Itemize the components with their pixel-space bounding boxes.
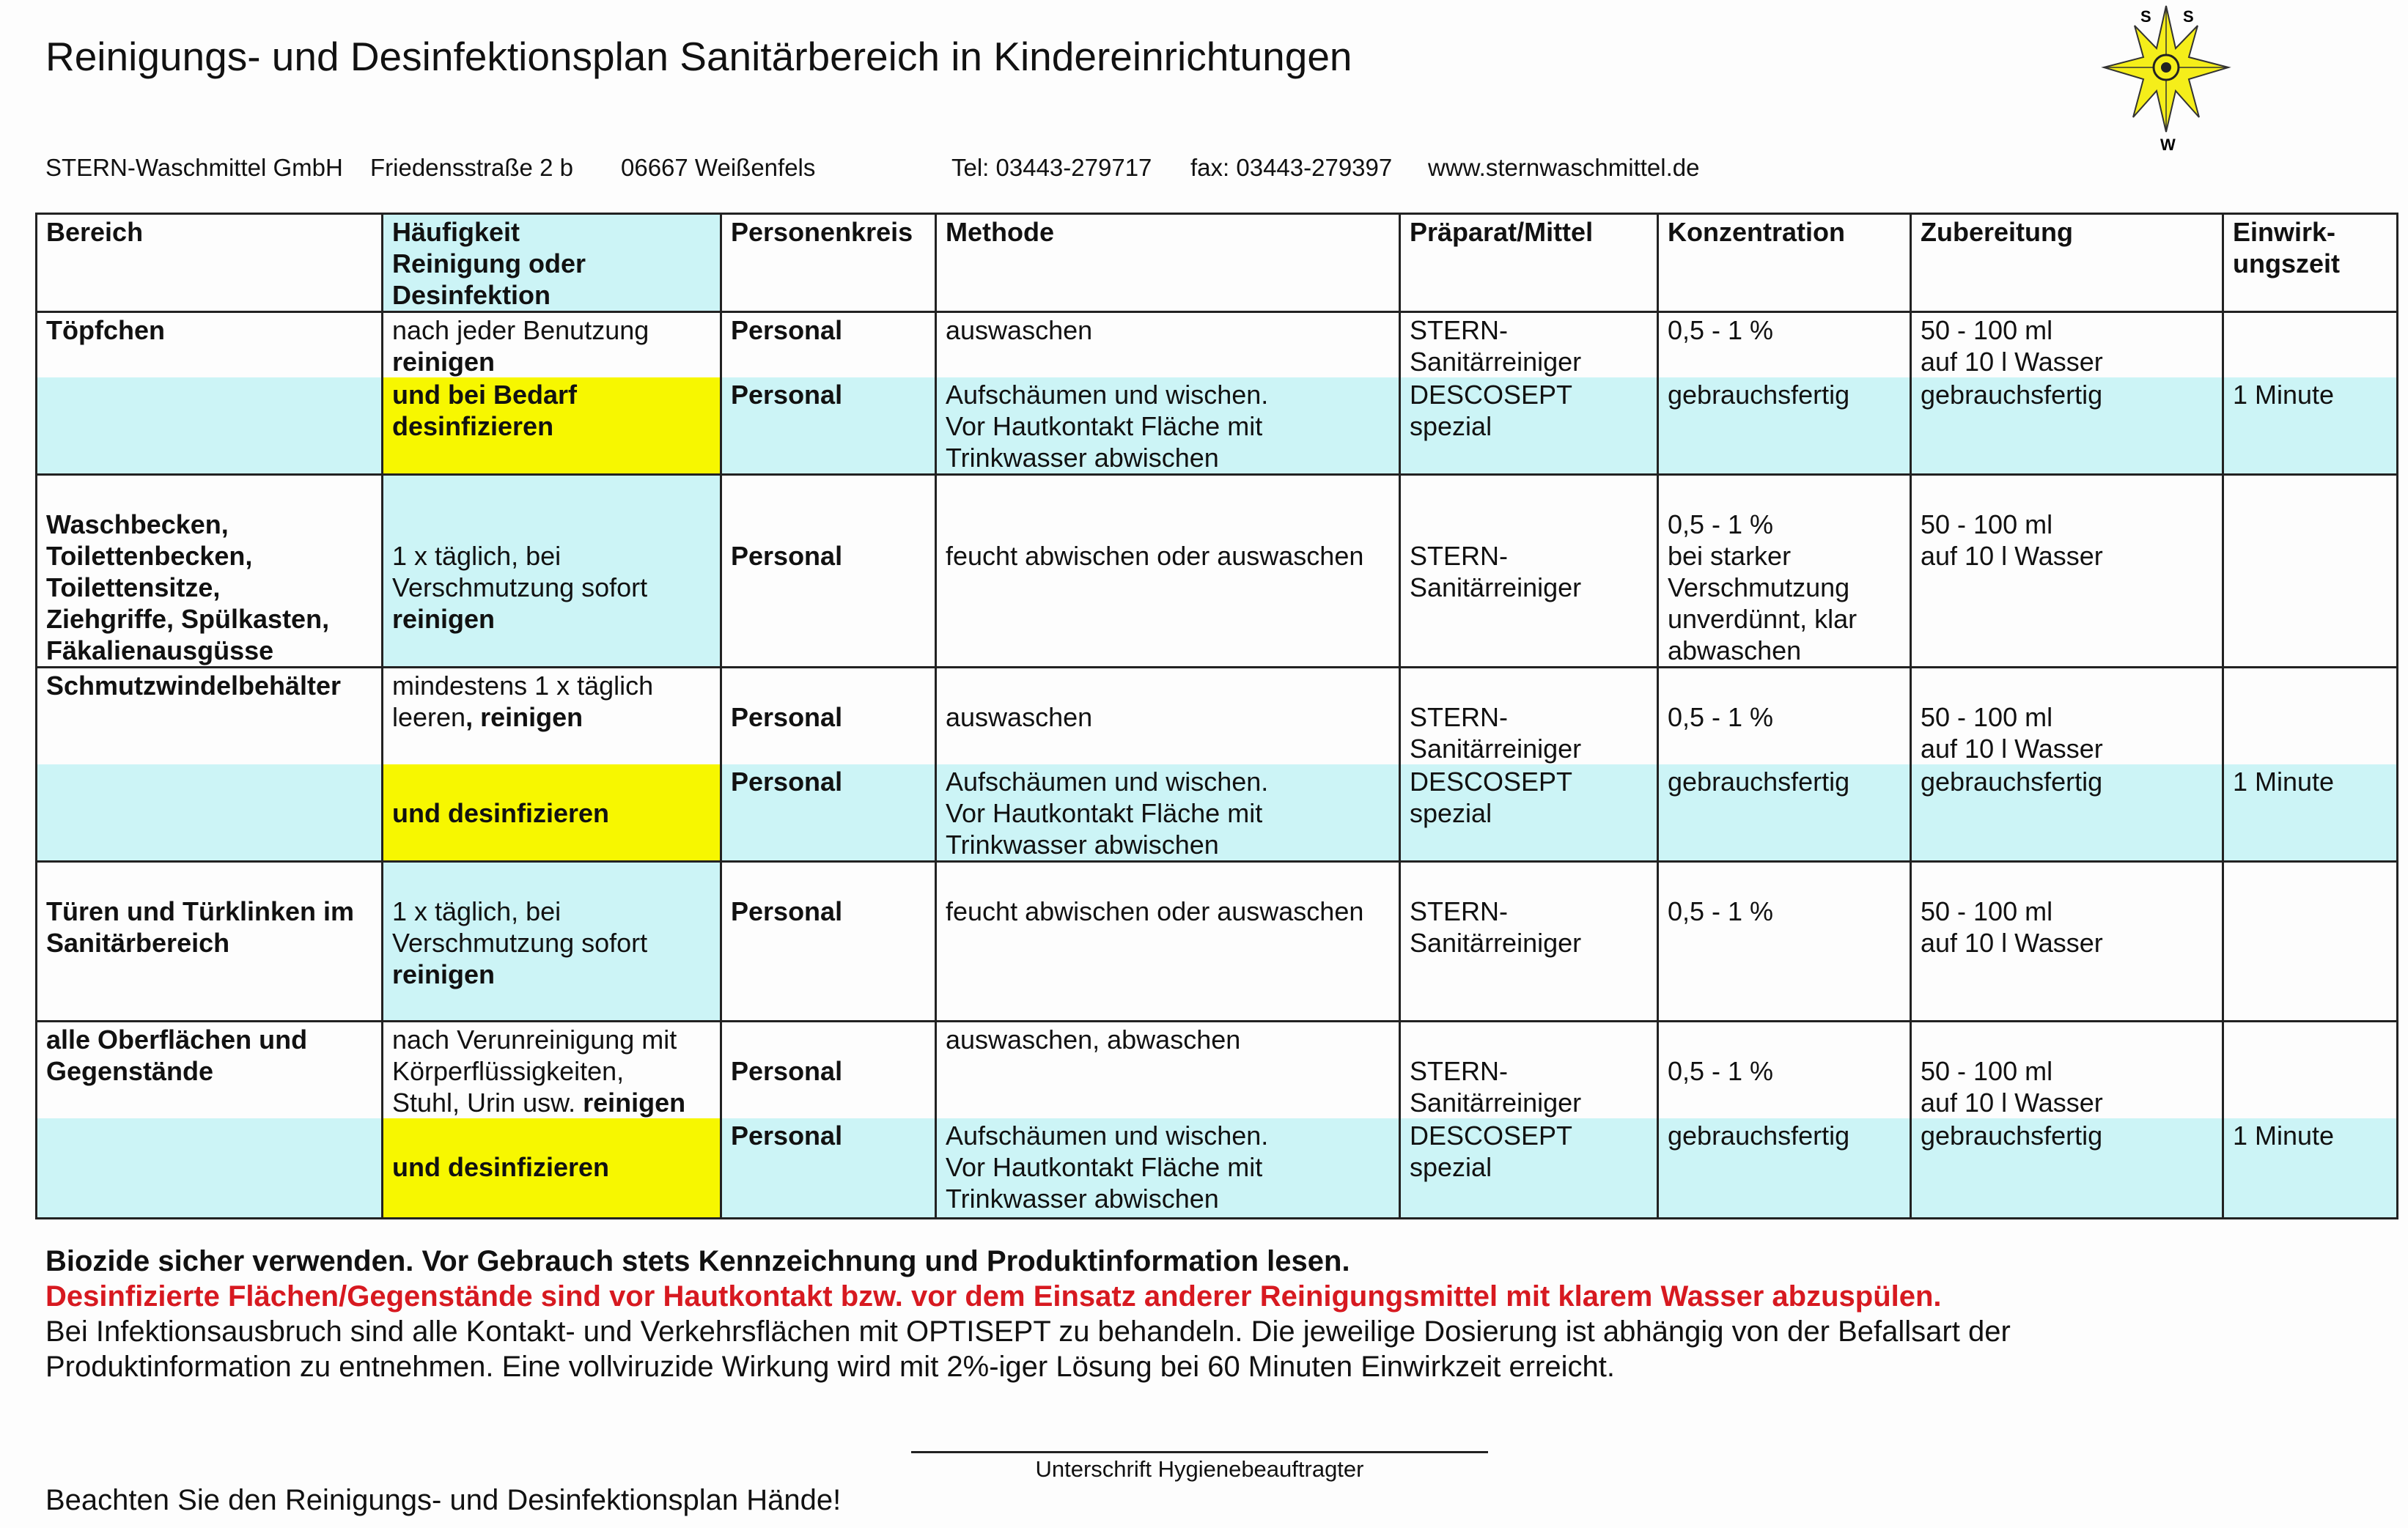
cell-zubereitung: 50 - 100 ml auf 10 l Wasser xyxy=(1911,862,2223,1022)
cell-personenkreis: Personal xyxy=(721,312,936,378)
cell-personenkreis: Personal xyxy=(721,475,936,668)
cell-personenkreis: Personal xyxy=(721,377,936,475)
cell-methode: Aufschäumen und wischen. Vor Hautkontakt Fläche mit Trinkwasser abwischen xyxy=(936,764,1400,862)
table-row xyxy=(37,862,2398,1022)
cell-zubereitung: gebrauchsfertig xyxy=(1911,377,2223,475)
cell-einwirkzeit xyxy=(2223,475,2398,668)
cell-konzentration: 0,5 - 1 % xyxy=(1658,668,1911,765)
header-bereich: Bereich xyxy=(37,214,383,312)
cell-personenkreis: Personal xyxy=(721,1118,936,1218)
cell-praeparat: STERN- Sanitärreiniger xyxy=(1400,862,1658,1022)
cell-bereich: Töpfchen xyxy=(37,312,383,378)
cell-bereich: Schmutzwindelbehälter xyxy=(37,668,383,765)
cell-methode: auswaschen xyxy=(936,668,1400,765)
cell-konzentration: 0,5 - 1 % xyxy=(1658,1022,1911,1119)
cell-personenkreis: Personal xyxy=(721,668,936,765)
cell-konzentration: gebrauchsfertig xyxy=(1658,377,1911,475)
cell-einwirkzeit: 1 Minute xyxy=(2223,764,2398,862)
cell-konzentration: 0,5 - 1 % xyxy=(1658,312,1911,378)
table-row xyxy=(37,1118,2398,1218)
cell-bereich xyxy=(37,377,383,475)
company-fax: fax: 03443-279397 xyxy=(1190,154,1393,181)
table-row xyxy=(37,377,2398,475)
cell-zubereitung: gebrauchsfertig xyxy=(1911,764,2223,862)
cell-personenkreis: Personal xyxy=(721,764,936,862)
header-methode: Methode xyxy=(936,214,1400,312)
cell-praeparat: STERN- Sanitärreiniger xyxy=(1400,668,1658,765)
header-zubereitung: Zubereitung xyxy=(1911,214,2223,312)
cell-zubereitung: 50 - 100 ml auf 10 l Wasser xyxy=(1911,1022,2223,1119)
cell-haeufigkeit: 1 x täglich, bei Verschmutzung sofort reinigen xyxy=(383,475,721,668)
stern-logo xyxy=(2089,0,2243,158)
cell-einwirkzeit xyxy=(2223,312,2398,378)
cell-einwirkzeit xyxy=(2223,668,2398,765)
cell-zubereitung: 50 - 100 ml auf 10 l Wasser xyxy=(1911,312,2223,378)
cell-einwirkzeit: 1 Minute xyxy=(2223,377,2398,475)
cell-methode: Aufschäumen und wischen. Vor Hautkontakt Fläche mit Trinkwasser abwischen xyxy=(936,377,1400,475)
compass-star-icon xyxy=(2089,0,2243,158)
cell-haeufigkeit: 1 x täglich, bei Verschmutzung sofort reinigen xyxy=(383,862,721,1022)
table-row xyxy=(37,475,2398,668)
note-biozide: Biozide sicher verwenden. Vor Gebrauch stets Kennzeichnung und Produktinformation lesen. xyxy=(45,1245,1350,1277)
cell-einwirkzeit xyxy=(2223,862,2398,1022)
cell-konzentration: gebrauchsfertig xyxy=(1658,1118,1911,1218)
logo-letter-right: S xyxy=(2183,7,2194,26)
cell-zubereitung: 50 - 100 ml auf 10 l Wasser xyxy=(1911,668,2223,765)
cell-methode: feucht abwischen oder auswaschen xyxy=(936,862,1400,1022)
cell-personenkreis: Personal xyxy=(721,1022,936,1119)
note-warning: Desinfizierte Flächen/Gegenstände sind vor Hautkontakt bzw. vor dem Einsatz anderer Reinigungsmittel mit klarem Wasser abzuspülen. xyxy=(45,1280,1942,1313)
cleaning-plan-table xyxy=(35,213,2398,1219)
cell-haeufigkeit: und bei Bedarf desinfizieren xyxy=(383,377,721,475)
cell-methode: Aufschäumen und wischen. Vor Hautkontakt Fläche mit Trinkwasser abwischen xyxy=(936,1118,1400,1218)
header-konzentration: Konzentration xyxy=(1658,214,1911,312)
header-praeparat: Präparat/Mittel xyxy=(1400,214,1658,312)
cell-haeufigkeit: und desinfizieren xyxy=(383,1118,721,1218)
cell-praeparat: DESCOSEPT spezial xyxy=(1400,377,1658,475)
cell-praeparat: STERN- Sanitärreiniger xyxy=(1400,475,1658,668)
cell-praeparat: STERN- Sanitärreiniger xyxy=(1400,1022,1658,1119)
cell-methode: auswaschen, abwaschen xyxy=(936,1022,1400,1119)
logo-letter-left: S xyxy=(2140,7,2151,26)
header-haeufigkeit: Häufigkeit Reinigung oder Desinfektion xyxy=(383,214,721,312)
company-name: STERN-Waschmittel GmbH xyxy=(45,154,343,181)
cell-konzentration: gebrauchsfertig xyxy=(1658,764,1911,862)
cell-methode: auswaschen xyxy=(936,312,1400,378)
page-title: Reinigungs- und Desinfektionsplan Sanitärbereich in Kindereinrichtungen xyxy=(45,34,1352,79)
note-produktinfo: Produktinformation zu entnehmen. Eine vollviruzide Wirkung wird mit 2%-iger Lösung bei 60 Minuten Einwirkzeit erreicht. xyxy=(45,1351,1615,1383)
cell-konzentration: 0,5 - 1 % xyxy=(1658,862,1911,1022)
cell-haeufigkeit: nach Verunreinigung mit Körperflüssigkeiten, Stuhl, Urin usw. reinigen xyxy=(383,1022,721,1119)
table-row xyxy=(37,668,2398,765)
cell-einwirkzeit: 1 Minute xyxy=(2223,1118,2398,1218)
cell-haeufigkeit: nach jeder Benutzung reinigen xyxy=(383,312,721,378)
cell-konzentration: 0,5 - 1 % bei starker Verschmutzung unverdünnt, klar abwaschen xyxy=(1658,475,1911,668)
header-personenkreis: Personenkreis xyxy=(721,214,936,312)
cell-personenkreis: Personal xyxy=(721,862,936,1022)
table-row xyxy=(37,764,2398,862)
cell-praeparat: DESCOSEPT spezial xyxy=(1400,1118,1658,1218)
cell-bereich: Türen und Türklinken im Sanitärbereich xyxy=(37,862,383,1022)
company-city: 06667 Weißenfels xyxy=(621,154,816,181)
header-einwirkzeit: Einwirk- ungszeit xyxy=(2223,214,2398,312)
company-tel: Tel: 03443-279717 xyxy=(951,154,1152,181)
cell-bereich xyxy=(37,764,383,862)
cell-haeufigkeit: mindestens 1 x täglich leeren, reinigen xyxy=(383,668,721,765)
signature-line xyxy=(911,1451,1488,1453)
cell-bereich: alle Oberflächen und Gegenstände xyxy=(37,1022,383,1119)
notes-section xyxy=(45,1244,2011,1384)
table-row xyxy=(37,1022,2398,1119)
cell-praeparat: DESCOSEPT spezial xyxy=(1400,764,1658,862)
company-web: www.sternwaschmittel.de xyxy=(1428,154,1700,181)
cell-zubereitung: gebrauchsfertig xyxy=(1911,1118,2223,1218)
table-row xyxy=(37,312,2398,378)
cell-bereich: Waschbecken, Toilettenbecken, Toilettensitze, Ziehgriffe, Spülkasten, Fäkalienausgüsse xyxy=(37,475,383,668)
cell-einwirkzeit xyxy=(2223,1022,2398,1119)
cell-bereich xyxy=(37,1118,383,1218)
signature-label: Unterschrift Hygienebeauftragter xyxy=(1035,1456,1364,1482)
cell-zubereitung: 50 - 100 ml auf 10 l Wasser xyxy=(1911,475,2223,668)
note-infektion: Bei Infektionsausbruch sind alle Kontakt- und Verkehrsflächen mit OPTISEPT zu behandeln. Die jeweilige Dosierung ist abhängig von der Befallsart der xyxy=(45,1315,2011,1348)
cell-praeparat: STERN- Sanitärreiniger xyxy=(1400,312,1658,378)
table-header-row xyxy=(37,214,2398,312)
footer-note: Beachten Sie den Reinigungs- und Desinfektionsplan Hände! xyxy=(45,1484,842,1516)
cell-haeufigkeit: und desinfizieren xyxy=(383,764,721,862)
logo-letter-bottom: W xyxy=(2160,136,2176,154)
cell-methode: feucht abwischen oder auswaschen xyxy=(936,475,1400,668)
company-street: Friedensstraße 2 b xyxy=(370,154,573,181)
